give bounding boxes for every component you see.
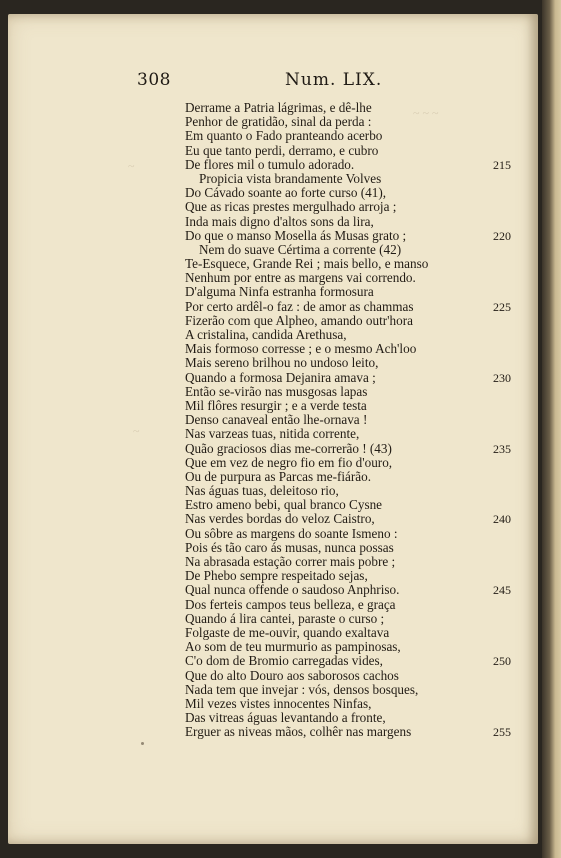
poem-line — [185, 725, 520, 739]
poem-line-text: Nas verdes bordas do veloz Caistro, — [185, 511, 375, 527]
page-number: 308 — [137, 70, 171, 90]
line-number: 255 — [493, 725, 511, 740]
poem-line — [185, 541, 520, 555]
adjacent-page-edge — [542, 0, 561, 858]
poem-line-text: Do que o manso Mosella ás Musas grato ; — [185, 227, 407, 243]
poem-line — [185, 186, 520, 200]
running-head: Num. LIX. — [285, 70, 383, 90]
poem-line-text: Das vitreas águas levantando a fronte, — [185, 710, 386, 726]
poem-line-text: Dos ferteis campos teus belleza, e graça — [185, 596, 396, 612]
poem-line — [185, 527, 520, 541]
poem-line — [185, 683, 520, 697]
line-number: 215 — [493, 157, 511, 172]
show-through-text: ~ — [128, 159, 135, 173]
poem-line — [185, 144, 520, 158]
poem-line-text: Inda mais digno d'altos sons da lira, — [185, 213, 374, 229]
poem-line — [185, 598, 520, 612]
poem-line — [185, 200, 520, 214]
poem-line-text: Nem do suave Cértima a corrente (42) — [199, 241, 402, 257]
poem-line — [185, 257, 520, 271]
poem-line-text: Eu que tanto perdi, derramo, e cubro — [185, 142, 379, 158]
poem-line-text: Quando a formosa Dejanira amava ; — [185, 369, 376, 385]
poem-line — [185, 101, 520, 115]
poem-line-text: Que em vez de negro fio em fio d'ouro, — [185, 454, 393, 470]
line-number: 230 — [493, 370, 511, 385]
line-number: 220 — [493, 228, 511, 243]
line-number: 240 — [493, 512, 511, 527]
poem-line-text: Pois és tão caro ás musas, nunca possas — [185, 539, 394, 555]
poem-line-text: Ou sôbre as margens do soante Ismeno : — [185, 525, 398, 541]
poem-line — [185, 243, 520, 257]
poem-line-text: Que do alto Douro aos saborosos cachos — [185, 667, 399, 683]
poem-line-text: Te-Esquece, Grande Rei ; mais bello, e manso — [185, 256, 429, 272]
poem-line-text: Mil flôres resurgir ; e a verde testa — [185, 397, 367, 413]
poem-line — [185, 314, 520, 328]
poem-line — [185, 711, 520, 725]
poem-line — [185, 328, 520, 342]
poem-line — [185, 158, 520, 172]
page-header — [137, 70, 427, 92]
poem-line-text: D'alguma Ninfa estranha formosura — [185, 284, 374, 300]
poem-line-text: Erguer as niveas mãos, colhêr nas margens — [185, 724, 412, 740]
poem-line — [185, 697, 520, 711]
show-through-text: ~ — [133, 424, 140, 438]
poem-line — [185, 271, 520, 285]
poem-line — [185, 285, 520, 299]
poem-line-text: C'o dom de Bromio carregadas vides, — [185, 653, 383, 669]
poem-line-text: De flores mil o tumulo adorado. — [185, 156, 355, 172]
poem-line — [185, 385, 520, 399]
poem-line — [185, 470, 520, 484]
poem-line-text: Nas águas tuas, deleitoso rio, — [185, 483, 339, 499]
poem-line — [185, 612, 520, 626]
poem-line-text: Folgaste de me-ouvir, quando exaltava — [185, 624, 390, 640]
poem-line — [185, 300, 520, 314]
poem-line-text: Então se-virão nas musgosas lapas — [185, 383, 368, 399]
poem-line — [185, 215, 520, 229]
line-number: 235 — [493, 441, 511, 456]
poem-text — [185, 101, 520, 739]
poem-line — [185, 342, 520, 356]
poem-line — [185, 129, 520, 143]
poem-line — [185, 654, 520, 668]
poem-line-text: Em quanto o Fado pranteando acerbo — [185, 128, 383, 144]
poem-line — [185, 669, 520, 683]
poem-line — [185, 229, 520, 243]
poem-line-text: Nenhum por entre as margens vai correndo. — [185, 270, 416, 286]
poem-line-text: Qual nunca offende o saudoso Anphriso. — [185, 582, 400, 598]
poem-line — [185, 640, 520, 654]
poem-line-text: Fizerão com que Alpheo, amando outr'hora — [185, 312, 413, 328]
poem-line — [185, 356, 520, 370]
poem-line-text: Derrame a Patria lágrimas, e dê-lhe — [185, 100, 372, 115]
poem-line-text: Estro ameno bebi, qual branco Cysne — [185, 497, 383, 513]
poem-line — [185, 115, 520, 129]
poem-line-text: Mil vezes vistes innocentes Ninfas, — [185, 695, 372, 711]
poem-line — [185, 583, 520, 597]
poem-line-text: Que as ricas prestes mergulhado arroja ; — [185, 199, 397, 215]
poem-line — [185, 427, 520, 441]
poem-line-text: Do Cávado soante ao forte curso (41), — [185, 185, 387, 201]
line-number: 225 — [493, 299, 511, 314]
poem-line — [185, 626, 520, 640]
poem-line-text: Mais sereno brilhou no undoso leito, — [185, 355, 379, 371]
poem-line-text: Por certo ardêl-o faz : de amor as chammas — [185, 298, 414, 314]
poem-line-text: Nas varzeas tuas, nitida corrente, — [185, 426, 360, 442]
line-number: 245 — [493, 583, 511, 598]
poem-line-text: Quão graciosos dias me-correrão ! (43) — [185, 440, 392, 456]
show-through-text: ~ ~ ~ — [413, 106, 439, 120]
poem-line-text: Propicia vista brandamente Volves — [199, 170, 382, 186]
poem-line — [185, 371, 520, 385]
poem-line — [185, 456, 520, 470]
poem-line-text: Ou de purpura as Parcas me-fiárão. — [185, 468, 372, 484]
poem-line-text: A cristalina, candida Arethusa, — [185, 327, 347, 342]
poem-line — [185, 399, 520, 413]
poem-line — [185, 569, 520, 583]
poem-line-text: Na abrasada estação correr mais pobre ; — [185, 554, 396, 569]
poem-line-text: De Phebo sempre respeitado sejas, — [185, 568, 368, 584]
poem-line-text: Quando á lira cantei, paraste o curso ; — [185, 610, 385, 626]
page-speck — [141, 742, 144, 745]
poem-line — [185, 498, 520, 512]
poem-line — [185, 172, 520, 186]
line-number: 250 — [493, 654, 511, 669]
poem-line — [185, 442, 520, 456]
poem-line — [185, 484, 520, 498]
poem-line-text: Denso canaveal então lhe-ornava ! — [185, 412, 368, 428]
poem-line-text: Ao som de teu murmurio as pampinosas, — [185, 639, 401, 655]
poem-line — [185, 413, 520, 427]
poem-line — [185, 512, 520, 526]
poem-line-text: Penhor de gratidão, sinal da perda : — [185, 114, 372, 130]
poem-line-text: Mais formoso corresse ; e o mesmo Ach'loo — [185, 341, 417, 357]
poem-line — [185, 555, 520, 569]
poem-line-text: Nada tem que invejar : vós, densos bosques, — [185, 681, 419, 697]
